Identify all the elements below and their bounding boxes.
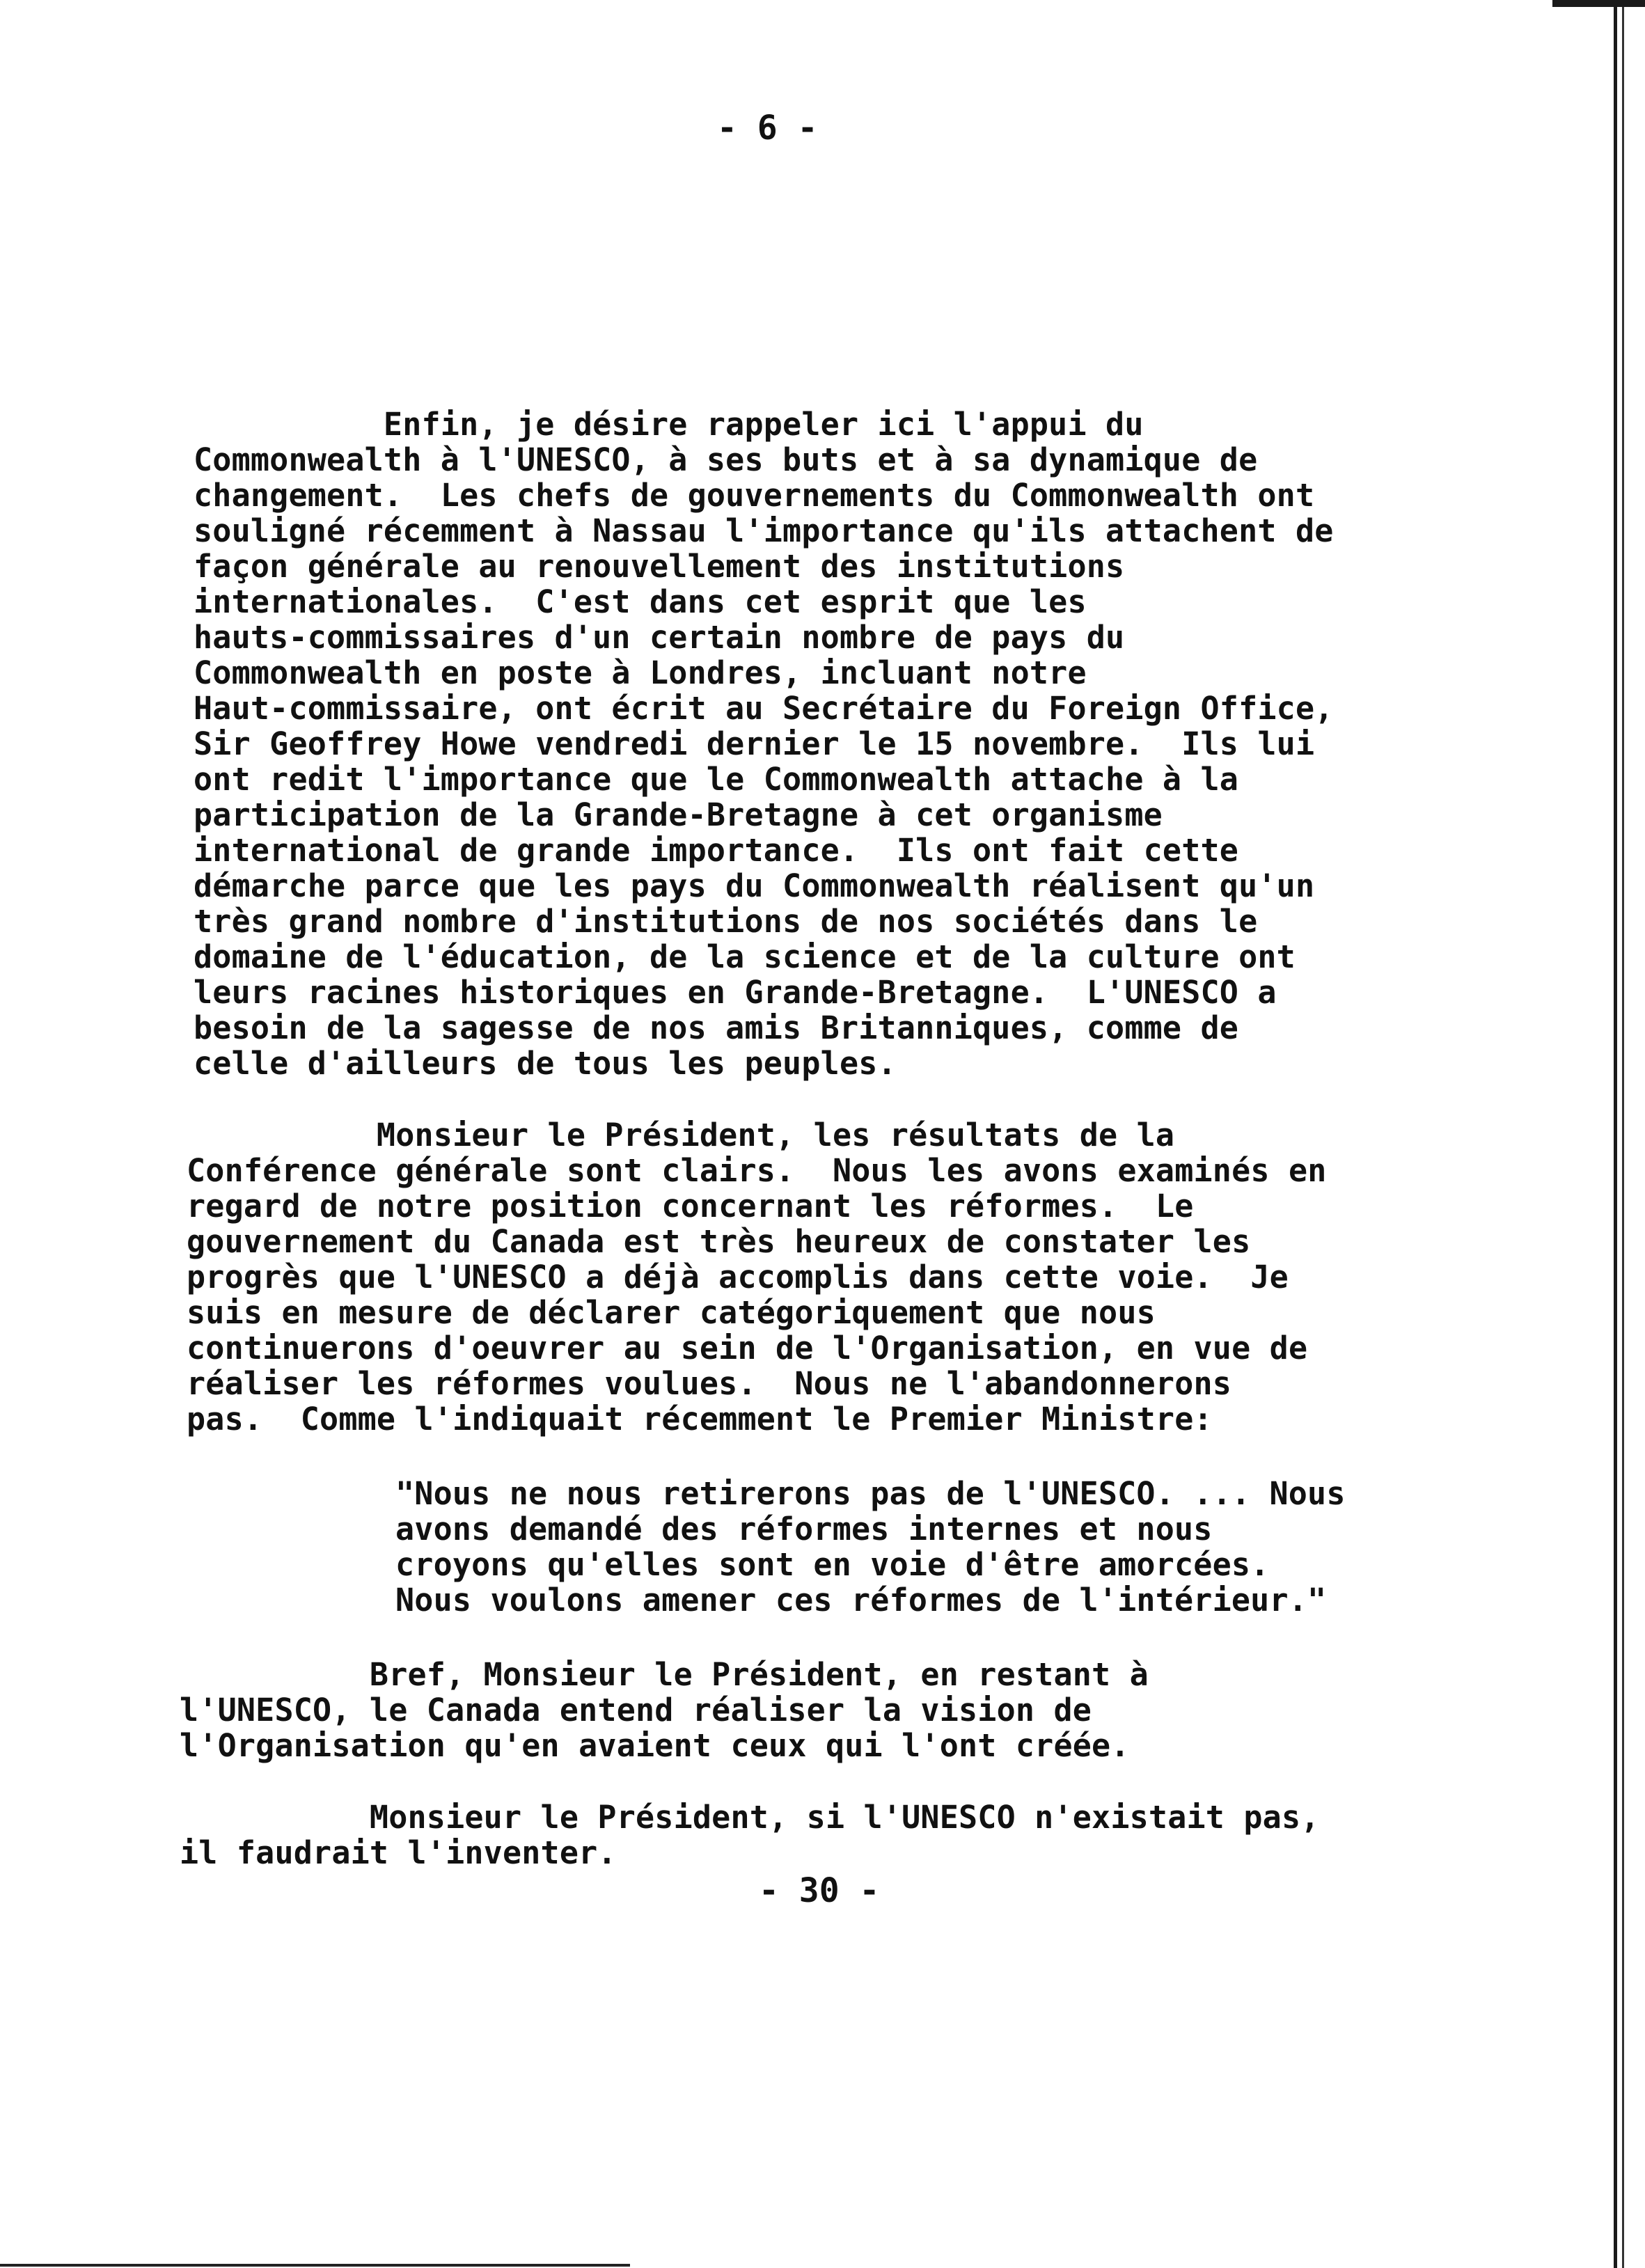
page-edge-right-inner	[1622, 0, 1624, 2268]
page-edge-right	[1614, 0, 1617, 2268]
paragraph-conference-results: Monsieur le Président, les résultats de la Conférence générale sont clairs. Nous les avons examinés en regard de notre position concernant les réformes. Le gouvernement du Canada est très heureux de constater les progrès que l'UNESCO a déjà accomplis dans cette voie. Je suis en mesure de déclarer catégoriquement que nous continuerons d'oeuvrer au sein de l'Organisation, en vue de réaliser les réformes voulues. Nous ne l'abandonnerons pas. Comme l'indiquait récemment le Premier Ministre:	[187, 1117, 1327, 1438]
paragraph-commonwealth: Enfin, je désire rappeler ici l'appui du Commonwealth à l'UNESCO, à ses buts et à sa dynamique de changement. Les chefs de gouvernements du Commonwealth ont souligné récemment à Nassau l'importance qu'ils attachent de façon générale au renouvellement des institutions internationales. C'est dans cet esprit que les hauts-commissaires d'un certain nombre de pays du Commonwealth en poste à Londres, incluant notre Haut-commissaire, ont écrit au Secrétaire du Foreign Office, Sir Geoffrey Howe vendredi dernier le 15 novembre. Ils lui ont redit l'importance que le Commonwealth attache à la participation de la Grande-Bretagne à cet organisme international de grande importance. Ils ont fait cette démarche parce que les pays du Commonwealth réalisent qu'un très grand nombre d'institutions de nos sociétés dans le domaine de l'éducation, de la science et de la culture ont leurs racines historiques en Grande-Bretagne. L'UNESCO a besoin de la sagesse de nos amis Britanniques, comme de celle d'ailleurs de tous les peuples.	[194, 406, 1334, 1082]
page-edge-bottom	[0, 2264, 630, 2267]
paragraph-vision: Bref, Monsieur le Président, en restant à l'UNESCO, le Canada entend réaliser la vision de l'Organisation qu'en avaient ceux qui l'ont créée.	[180, 1656, 1149, 1764]
page-number-top: - 6 -	[717, 109, 818, 148]
page-edge-top	[1552, 0, 1645, 7]
block-quote-prime-minister: "Nous ne nous retirerons pas de l'UNESCO. ... Nous avons demandé des réformes internes et nous croyons qu'elles sont en voie d'être amorcées. Nous voulons amener ces réformes de l'intérieur."	[395, 1475, 1346, 1619]
page-number-bottom: - 30 -	[759, 1871, 880, 1910]
paragraph-conclusion: Monsieur le Président, si l'UNESCO n'existait pas, il faudrait l'inventer.	[180, 1799, 1320, 1871]
